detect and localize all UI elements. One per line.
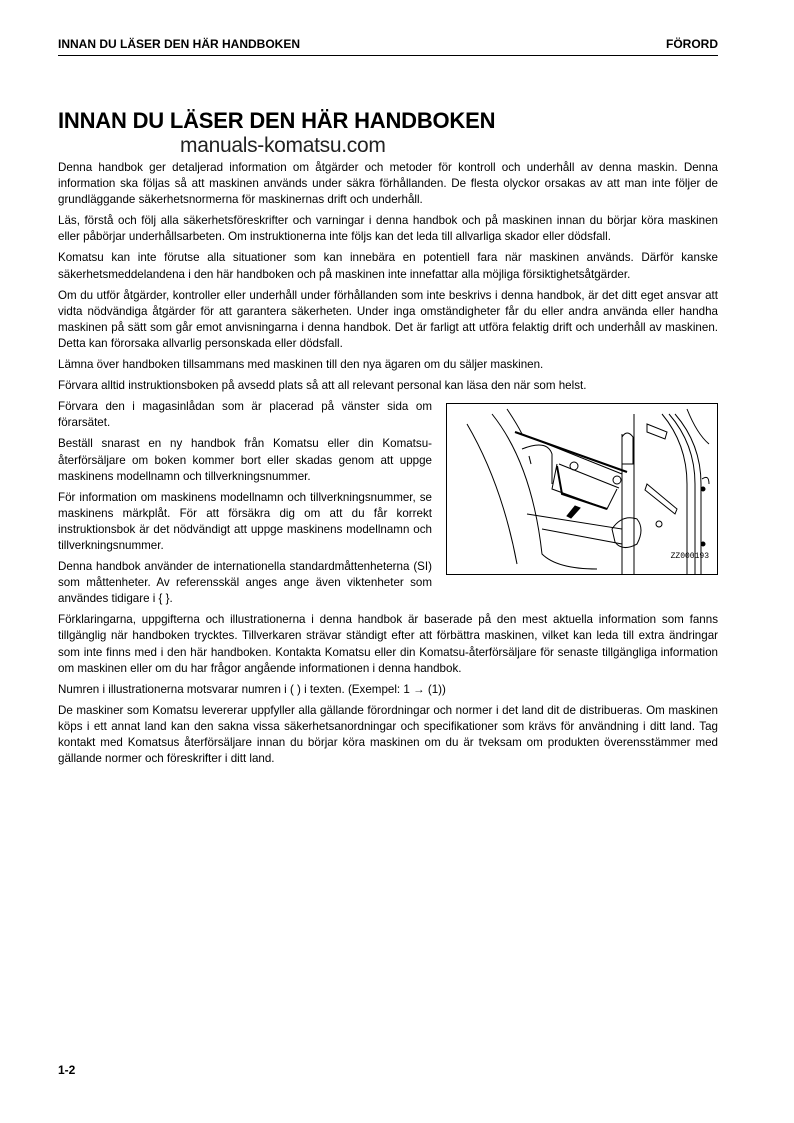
watermark: manuals-komatsu.com xyxy=(180,134,386,157)
paragraph: Denna handbok använder de internationella standardmåttenheterna (SI) som måttenheter. Av referensskäl anges ange även viktenheter som användes tidigare i { }. xyxy=(58,560,432,606)
paragraph: Förvara den i magasinlådan som är placerad på vänster sida om förarsätet. xyxy=(58,400,432,430)
paragraph: Komatsu kan inte förutse alla situationer som kan innebära en potentiell fara när maskinen används. Därför kanske säkerhetsmeddelandena i den här handboken och på maskinen inte innefattar alla möjliga försiktighetsåtgärder. xyxy=(58,251,718,281)
body-text xyxy=(58,134,718,772)
storage-box-illustration xyxy=(446,403,718,575)
left-column xyxy=(58,399,432,612)
page-title: INNAN DU LÄSER DEN HÄR HANDBOKEN xyxy=(58,108,496,133)
paragraph: De maskiner som Komatsu levererar uppfyller alla gällande förordningar och normer i det land dit de distribueras. Om maskinen köps i ett annat land kan den sakna vissa säkerhetsanordningar och specifikationer som krävs för användning i ditt land. Tag kontakt med Komatsus återförsäljare innan du börjar köra maskinen om du är tveksam om produkten överensstämmer med gällande normer och föreskrifter i ditt land. xyxy=(58,703,718,766)
page-number: 1-2 xyxy=(58,1063,76,1077)
paragraph: Om du utför åtgärder, kontroller eller underhåll under förhållanden som inte beskrivs i denna handbok, är det ditt eget ansvar att vidta nödvändiga åtgärder för att garantera säkerheten. Under inga omständigheter får du eller andra använda eller handha maskinen på sätt som går emot anvisningarna i denna handbok. Det är farligt att utföra felaktig drift och underhåll av maskinen. Detta kan förorsaka allvarlig personskada eller dödsfall. xyxy=(58,288,718,350)
figure-id: ZZ000193 xyxy=(670,552,709,562)
header-chapter: FÖRORD xyxy=(666,37,718,51)
paragraph: Lämna över handboken tillsammans med maskinen till den nya ägaren om du säljer maskinen. xyxy=(58,358,544,372)
paragraph: Läs, förstå och följ alla säkerhetsföreskrifter och varningar i denna handbok och på maskinen innan du börjar köra maskinen eller påbörjar underhållsarbeten. Om instruktionerna inte följs kan det leda till allvarliga skador eller dödsfall. xyxy=(58,214,718,244)
running-header xyxy=(58,37,718,56)
text-with-figure xyxy=(58,399,718,612)
paragraph: Förklaringarna, uppgifterna och illustrationerna i denna handbok är baserade på den mest aktuella information som fanns tillgänglig när handboken trycktes. Tillverkaren strävar ständigt efter att förbättra maskinen, vilket kan leda till extra ändringar som inte finns med i den här handboken. Kontakta Komatsu eller din Komatsu-återförsäljare för senaste tillgängliga information om maskinen eller om du har frågor angående informationen i denna handbok. xyxy=(58,613,718,675)
paragraph: Denna handbok ger detaljerad information om åtgärder och metoder för kontroll och underhåll av denna maskin. Denna information ska följas så att maskinen används under säkra förhållanden. De flesta olyckor orsakas av att man inte följer de grundläggande säkerhetsnormerna för maskinernas drift och underhåll. xyxy=(58,161,718,207)
paragraph: Förvara alltid instruktionsboken på avsedd plats så att all relevant personal kan läsa den när som helst. xyxy=(58,379,587,393)
header-section-title: INNAN DU LÄSER DEN HÄR HANDBOKEN xyxy=(58,37,301,51)
paragraph: För information om maskinens modellnamn och tillverkningsnummer, se maskinens märkplåt. För att försäkra dig om att du får korrekt instruktionsbok är det nödvändigt att uppge maskinens modellnamn och tillverkningsnummer. xyxy=(58,490,432,552)
paragraph: Beställ snarast en ny handbok från Komatsu eller din Komatsu-återförsäljare om boken kommer bort eller skadas genom att uppge maskinens modellnamn och tillverkningsnummer. xyxy=(58,437,432,483)
paragraph: Numren i illustrationerna motsvarar numren i ( ) i texten. (Exempel: 1 → (1)) xyxy=(58,682,446,696)
